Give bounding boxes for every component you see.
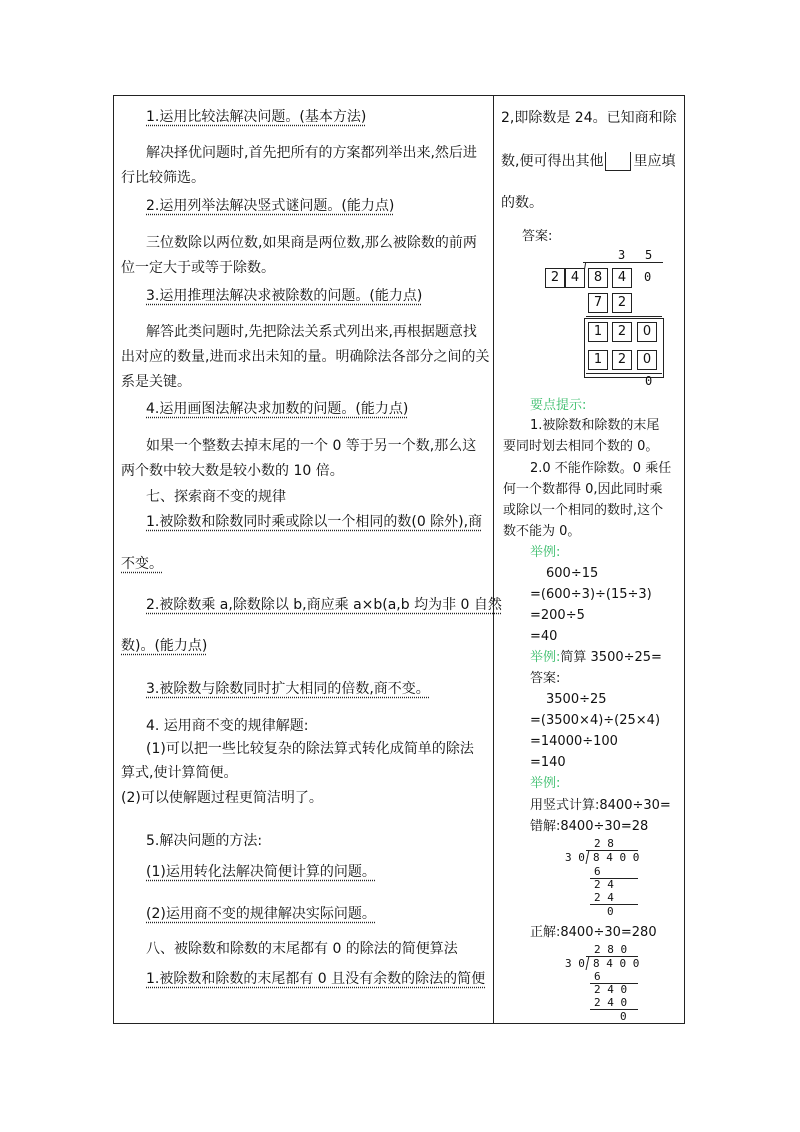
right-paragraph-line2-end: 里应填 (633, 153, 676, 170)
section-4-title: 4.运用画图法解决求加数的问题。(能力点) (146, 401, 409, 417)
row3-cell-2: 2 (612, 350, 632, 370)
wrong-line-2 (590, 904, 638, 905)
correct-step-1: 6 (594, 970, 601, 983)
product-row1-cell-1: 7 (588, 293, 608, 313)
rule-1-line2: 不变。 (121, 556, 163, 572)
example-1-line3: =200÷5 (530, 608, 585, 623)
tip-2-line2: 何一个数都得 0,因此同时乘 (503, 482, 663, 497)
example-1-line4: =40 (530, 629, 558, 644)
row3-cell-1: 1 (588, 350, 608, 370)
quotient-digit-1: 3 (618, 248, 626, 262)
quotient-digit-2: 5 (645, 248, 653, 262)
dividend-digit-3: 0 (644, 270, 652, 284)
section-2-title: 2.运用列举法解决竖式谜问题。(能力点) (146, 198, 395, 214)
correct-divisor: 3 0 (565, 957, 585, 970)
product-row1-cell-2: 2 (612, 293, 632, 313)
section-4-body-line1: 如果一个整数去掉末尾的一个 0 等于另一个数,那么这 (146, 438, 477, 454)
example-2-text: 简算 3500÷25= (560, 650, 662, 665)
tip-1-line2: 要同时划去相同个数的 0。 (503, 439, 659, 454)
wrong-step-2: 2 4 (594, 878, 614, 891)
rule-3: 3.被除数与除数同时扩大相同的倍数,商不变。 (146, 681, 430, 697)
example-2-line3: =14000÷100 (530, 734, 618, 749)
divisor-cell-1: 2 (545, 268, 565, 288)
section-7-heading: 七、探索商不变的规律 (146, 489, 286, 505)
divisor-cell-2: 4 (565, 268, 585, 288)
rule-5-title: 5.解决问题的方法: (146, 833, 263, 849)
wrong-step-1: 6 (594, 865, 601, 878)
example-2-label: 举例: (530, 650, 561, 665)
column-divider (493, 95, 494, 1024)
rule-5-item2: (2)运用商不变的规律解决实际问题。 (146, 906, 376, 922)
tip-2-line1: 2.0 不能作除数。0 乘任 (530, 461, 672, 476)
example-1-label: 举例: (530, 545, 561, 560)
wrong-quotient: 2 8 (594, 837, 614, 850)
correct-quotient: 2 8 0 (594, 943, 628, 956)
correct-dividend: 8 4 0 0 (593, 957, 640, 970)
correct-step-2: 2 4 0 (594, 983, 628, 996)
right-paragraph-line2 (501, 152, 675, 171)
right-paragraph-line2-start: 数,便可得出其他 (501, 153, 604, 170)
section-8-heading: 八、被除数和除数的末尾都有 0 的除法的简便算法 (146, 941, 458, 957)
row2-cell-1: 1 (588, 322, 608, 342)
row3-cell-3: 0 (637, 350, 657, 370)
section-3-body-line2: 出对应的数量,进而求出未知的量。明确除法各部分之间的关 (121, 349, 490, 365)
blank-box-symbol (605, 152, 631, 171)
rule-1-line1: 1.被除数和除数同时乘或除以一个相同的数(0 除外),商 (146, 514, 483, 530)
rule-2-line1: 2.被除数乘 a,除数除以 b,商应乘 a×b(a,b 均为非 0 自然 (146, 597, 502, 613)
section-1-body-line1: 解决择优问题时,首先把所有的方案都列举出来,然后进 (146, 145, 477, 161)
answer-label: 答案: (522, 229, 553, 244)
wrong-divisor: 3 0 (565, 851, 585, 864)
rule-4-item2: (2)可以使解题过程更简洁明了。 (121, 790, 323, 806)
rule-4-item1-line2: 算式,使计算简便。 (121, 765, 238, 781)
wrong-step-3: 2 4 (594, 891, 614, 904)
tip-2-line4: 数不能为 0。 (503, 524, 581, 539)
division-bar (583, 262, 663, 263)
final-remainder: 0 (645, 374, 653, 388)
rule-4-item1-line1: (1)可以把一些比较复杂的除法算式转化成简单的除法 (146, 741, 474, 757)
right-paragraph-line3: 的数。 (501, 195, 543, 211)
section-3-body-line1: 解答此类问题时,先把除法关系式列出来,再根据题意找 (146, 324, 477, 340)
example-3-wrong-solution: 错解:8400÷30=28 (530, 819, 649, 834)
section-3-title: 3.运用推理法解决求被除数的问题。(能力点) (146, 288, 423, 304)
section-8-line1: 1.被除数和除数的末尾都有 0 且没有余数的除法的简便 (146, 971, 486, 987)
rule-5-item1: (1)运用转化法解决简便计算的问题。 (146, 864, 376, 880)
correct-line-2 (590, 1009, 638, 1010)
section-3-body-line3: 系是关键。 (121, 374, 191, 390)
wrong-dividend: 8 4 0 0 (593, 851, 640, 864)
example-2 (530, 649, 662, 667)
example-3-label: 举例: (530, 776, 561, 791)
section-2-body-line2: 位一定大于或等于除数。 (121, 260, 275, 276)
row2-cell-3: 0 (637, 322, 657, 342)
tip-1-line1: 1.被除数和除数的末尾 (530, 418, 660, 433)
example-2-line1: 3500÷25 (546, 692, 607, 707)
dividend-cell-2: 4 (612, 268, 632, 288)
section-4-body-line2: 两个数中较大数是较小数的 10 倍。 (121, 463, 344, 479)
rule-2-line2: 数)。(能力点) (121, 638, 208, 654)
example-3-correct-solution: 正解:8400÷30=280 (530, 925, 657, 940)
rule-4-title: 4. 运用商不变的规律解题: (146, 718, 309, 734)
section-1-body-line2: 行比较筛选。 (121, 170, 205, 186)
right-paragraph-line1: 2,即除数是 24。已知商和除 (501, 110, 677, 126)
example-1-line2: =(600÷3)÷(15÷3) (530, 587, 652, 602)
wrong-remainder: 0 (607, 905, 614, 918)
correct-step-3: 2 4 0 (594, 996, 628, 1009)
tip-2-line3: 或除以一个相同的数时,这个 (503, 503, 664, 518)
correct-remainder: 0 (620, 1010, 627, 1023)
subtract-line-1 (586, 316, 662, 317)
example-3-task: 用竖式计算:8400÷30= (530, 798, 671, 813)
example-2-line2: =(3500×4)÷(25×4) (530, 713, 661, 728)
example-2-line4: =140 (530, 755, 566, 770)
example-1-line1: 600÷15 (546, 566, 599, 581)
row2-cell-2: 2 (612, 322, 632, 342)
tip-label: 要点提示: (530, 398, 587, 413)
section-1-title: 1.运用比较法解决问题。(基本方法) (146, 109, 367, 125)
example-2-answer-label: 答案: (530, 671, 561, 686)
dividend-cell-1: 8 (588, 268, 608, 288)
section-2-body-line1: 三位数除以两位数,如果商是两位数,那么被除数的前两 (146, 235, 477, 251)
